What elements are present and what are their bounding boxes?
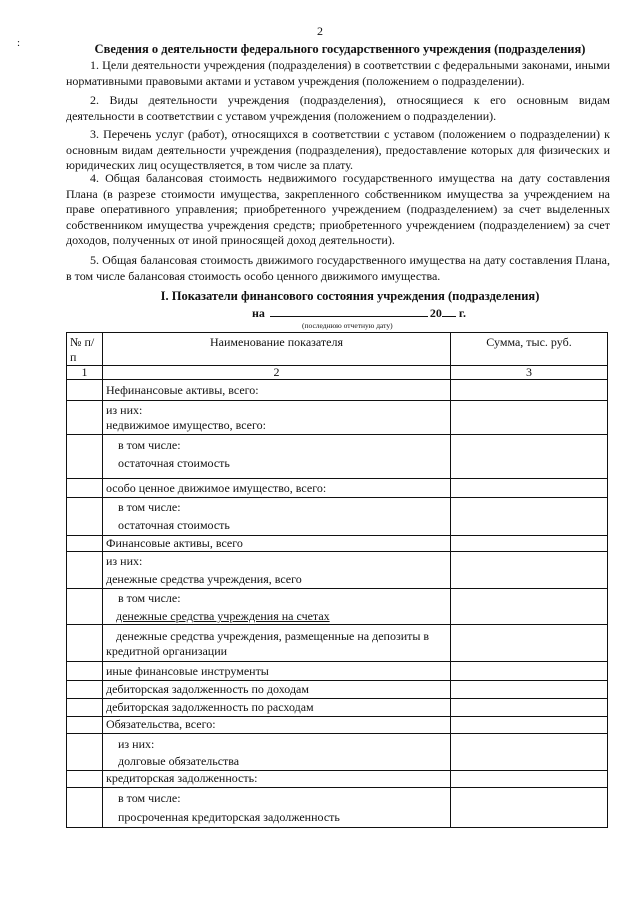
page-number: 2: [317, 24, 323, 38]
date-blank-field[interactable]: [270, 305, 428, 317]
column-number-1: 1: [67, 366, 103, 380]
indicator-text: иные финансовые инструменты: [106, 664, 269, 678]
table-row: [67, 498, 608, 536]
sum-cell[interactable]: [451, 589, 608, 625]
table-row: [67, 536, 608, 552]
row-number-cell: [67, 380, 103, 401]
table-row: [67, 380, 608, 401]
indicator-text: остаточная стоимость: [118, 456, 230, 470]
table-row: [67, 662, 608, 681]
indicator-cell: [103, 589, 451, 625]
indicator-text: денежные средства учреждения, размещенные на депозиты в: [116, 629, 430, 643]
row-number-cell: [67, 734, 103, 771]
indicator-text: в том числе:: [118, 500, 181, 514]
indicator-cell: [103, 536, 451, 552]
paragraph-real-estate-value: 4. Общая балансовая стоимость недвижимого государственного имущества на дату составления Плана (в разрезе стоимости имущества, закрепленного собственником имущества за учреждением на праве оперативного управления; приобретенного учреждением (подразделением) за счет выделенных собственником имущества учреждения средств; приобретенного учреждением (подразделением) за счет доходов, полученных от иной приносящей доход деятельности).: [66, 171, 610, 248]
margin-mark: :: [17, 37, 21, 49]
sum-cell[interactable]: [451, 536, 608, 552]
part-title: I. Показатели финансового состояния учреждения (подразделения): [160, 289, 540, 303]
indicator-cell: [103, 401, 451, 435]
indicator-cell: [103, 662, 451, 681]
row-number-cell: [67, 625, 103, 662]
table-row: [67, 589, 608, 625]
row-number-cell: [67, 662, 103, 681]
indicator-text: недвижимое имущество, всего:: [106, 418, 266, 432]
table-row: [67, 681, 608, 699]
indicator-text: из них:: [106, 554, 143, 568]
indicator-text: Обязательства, всего:: [106, 717, 216, 731]
table-row: [67, 479, 608, 498]
indicator-text: кредитной организации: [106, 644, 228, 658]
sum-cell[interactable]: [451, 699, 608, 717]
date-year: 20: [429, 306, 442, 320]
sum-cell[interactable]: [451, 771, 608, 788]
sum-cell[interactable]: [451, 681, 608, 699]
header-indicator: Наименование показателя: [103, 333, 451, 366]
sum-cell[interactable]: [451, 435, 608, 479]
row-number-cell: [67, 681, 103, 699]
indicator-cell: [103, 380, 451, 401]
date-caption: (последнюю отчетную дату): [302, 321, 393, 330]
indicator-cell: [103, 552, 451, 589]
sum-cell[interactable]: [451, 380, 608, 401]
year-blank-field[interactable]: [442, 305, 456, 317]
table-row: [67, 699, 608, 717]
indicator-text: дебиторская задолженность по доходам: [106, 682, 309, 696]
row-number-cell: [67, 401, 103, 435]
table-row: [67, 435, 608, 479]
table-row: [67, 717, 608, 734]
financial-indicators-table: [66, 332, 608, 828]
paragraph-activity-types: 2. Виды деятельности учреждения (подразделения), относящиеся к его основным видам деятельности в соответствии с уставом учреждения (положением о подразделении).: [66, 93, 610, 123]
indicator-text: долговые обязательства: [118, 754, 240, 768]
table-row: [67, 625, 608, 662]
date-suffix: г.: [458, 306, 467, 320]
indicator-text: особо ценное движимое имущество, всего:: [106, 481, 327, 495]
indicator-text: Финансовые активы, всего: [106, 536, 243, 550]
indicator-text: из них:: [118, 737, 155, 751]
sum-cell[interactable]: [451, 717, 608, 734]
table-row: [67, 401, 608, 435]
column-number-3: 3: [451, 366, 608, 380]
indicator-cell: [103, 479, 451, 498]
indicator-text: Нефинансовые активы, всего:: [106, 383, 259, 397]
row-number-cell: [67, 788, 103, 828]
paragraph-goals: 1. Цели деятельности учреждения (подразделения) в соответствии с федеральными законами, иными нормативными правовыми актами и уставом учреждения (положением о подразделении).: [66, 58, 610, 88]
row-number-cell: [67, 498, 103, 536]
paragraph-services-list: 3. Перечень услуг (работ), относящихся в соответствии с уставом (положением о подразделении) к основным видам деятельности учреждения (подразделения), предоставление которых для физических и юридических лиц осуществляется, в том числе за плату.: [66, 127, 610, 173]
table-header-row: [67, 333, 608, 366]
indicator-cell: [103, 625, 451, 662]
sum-cell[interactable]: [451, 662, 608, 681]
paragraph-movable-property-value: 5. Общая балансовая стоимость движимого государственного имущества на дату составления Плана, в том числе балансовая стоимость особо ценного движимого имущества.: [66, 253, 610, 283]
indicator-text: в том числе:: [118, 791, 181, 805]
indicator-cell: [103, 734, 451, 771]
row-number-cell: [67, 589, 103, 625]
row-number-cell: [67, 552, 103, 589]
indicator-text: кредиторская задолженность:: [106, 771, 258, 785]
row-number-cell: [67, 699, 103, 717]
indicator-text: остаточная стоимость: [118, 518, 230, 532]
indicator-cell: [103, 717, 451, 734]
sum-cell[interactable]: [451, 552, 608, 589]
indicator-text: в том числе:: [118, 591, 181, 605]
column-number-2: 2: [103, 366, 451, 380]
indicator-text: денежные средства учреждения, всего: [106, 572, 302, 586]
report-date-line: [252, 305, 466, 321]
header-number: № п/п: [67, 333, 103, 366]
indicator-cell: [103, 435, 451, 479]
section-title: Сведения о деятельности федерального государственного учреждения (подразделения): [94, 42, 586, 56]
table-column-numbers-row: [67, 366, 608, 380]
row-number-cell: [67, 435, 103, 479]
sum-cell[interactable]: [451, 788, 608, 828]
indicator-text: из них:: [106, 403, 143, 417]
indicator-cell: [103, 771, 451, 788]
sum-cell[interactable]: [451, 401, 608, 435]
table-row: [67, 552, 608, 589]
row-number-cell: [67, 717, 103, 734]
row-number-cell: [67, 536, 103, 552]
indicator-text: в том числе:: [118, 438, 181, 452]
header-sum: Сумма, тыс. руб.: [451, 333, 608, 366]
table-row: [67, 771, 608, 788]
row-number-cell: [67, 771, 103, 788]
indicator-cell: [103, 498, 451, 536]
sum-cell[interactable]: [451, 625, 608, 662]
indicator-cell: [103, 699, 451, 717]
indicator-cell: [103, 681, 451, 699]
indicator-text: денежные средства учреждения на счетах: [116, 609, 330, 623]
sum-cell[interactable]: [451, 479, 608, 498]
table-row: [67, 788, 608, 828]
indicator-text: просроченная кредиторская задолженность: [118, 810, 340, 824]
indicator-cell: [103, 788, 451, 828]
sum-cell[interactable]: [451, 734, 608, 771]
date-prefix: на: [252, 306, 265, 320]
row-number-cell: [67, 479, 103, 498]
table-row: [67, 734, 608, 771]
sum-cell[interactable]: [451, 498, 608, 536]
indicator-text: дебиторская задолженность по расходам: [106, 700, 314, 714]
